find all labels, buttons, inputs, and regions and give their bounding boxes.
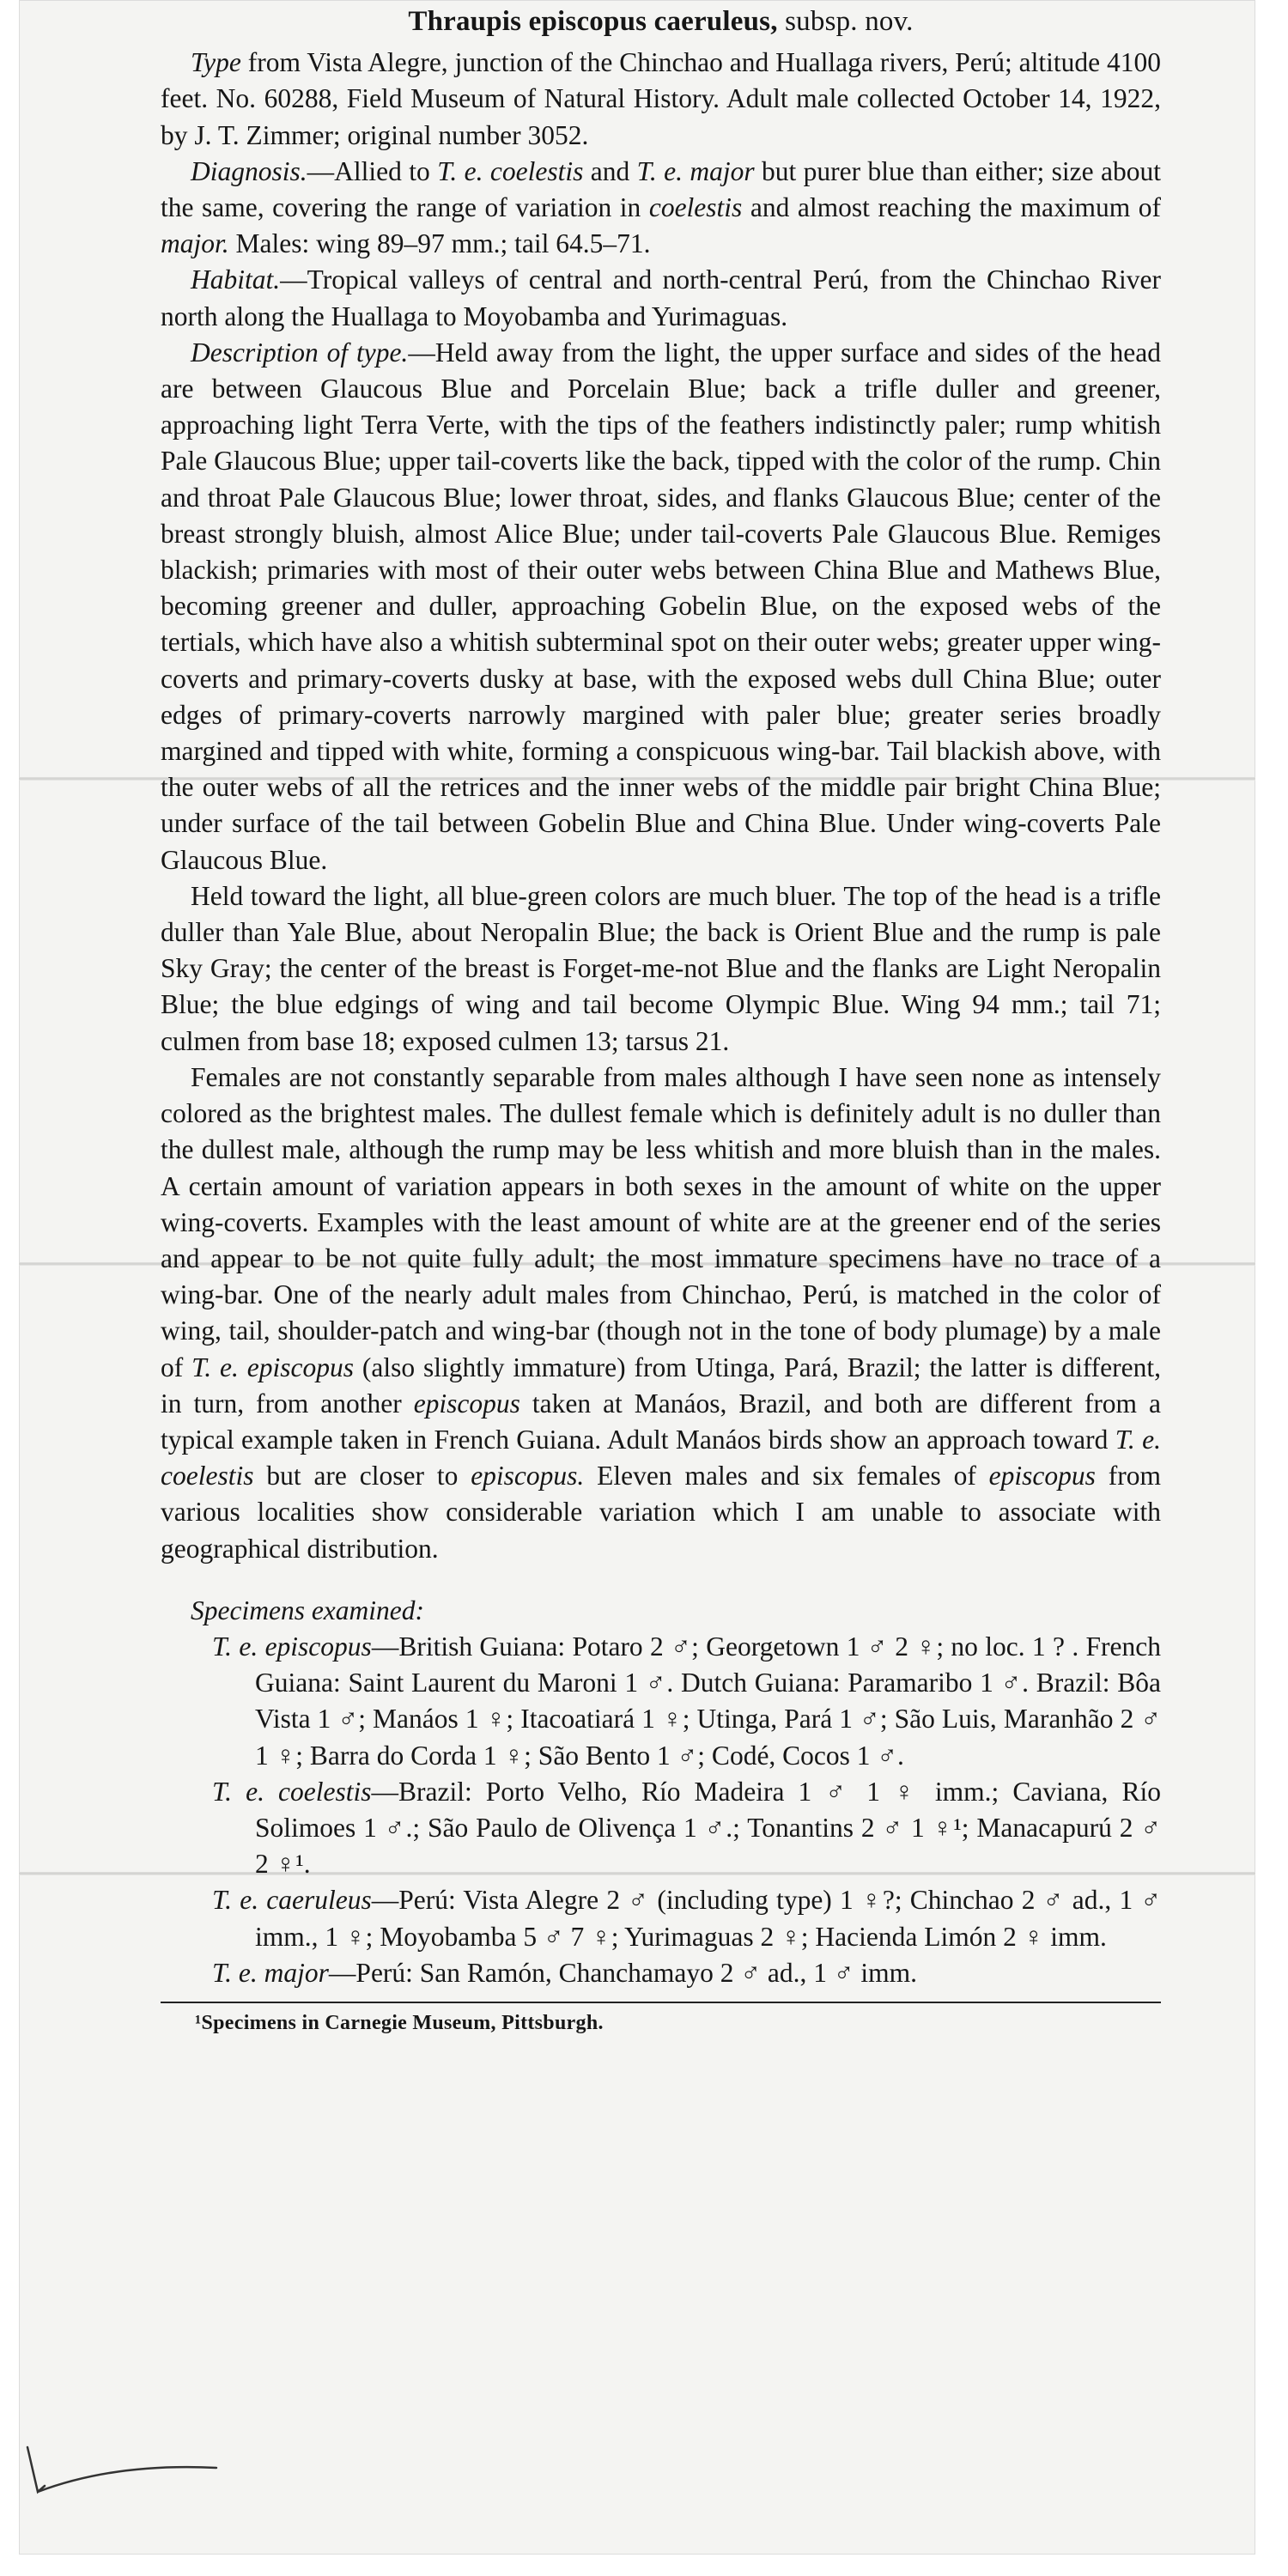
description-text: —Held away from the light, the upper surface and sides of the head are between Glaucous Blue and Porcelain Blue; back a trifle duller and greener, approaching light Terra Verte, with the tips of the feathers indistinctly paler; rump whitish Pale Glaucous Blue; upper tail-coverts like the back, tipped with the color of the rump. Chin and throat Pale Glaucous Blue; lower throat, sides, and flanks Glaucous Blue; center of the breast strongly bluish, almost Alice Blue; under tail-coverts Pale Glaucous Blue. Remiges blackish; primaries with most of their outer webs between China Blue and Mathews Blue, becoming greener and duller, approaching Gobelin Blue, on the exposed webs of the tertials, which have also a whitish subterminal spot on their outer webs; greater upper wing-coverts and primary-coverts dusky at base, with the exposed webs dull China Blue; outer edges of primary-coverts narrowly margined with paler blue; greater series broadly margined and tipped with white, forming a conspicuous wing-bar. Tail blackish above, with the outer webs of all the retrices and the inner webs of the middle pair bright China Blue; under surface of the tail between Gobelin Blue and China Blue. Under wing-coverts Pale Glaucous Blue. [161, 337, 1162, 875]
diagnosis-text: but purer blue than either; size about the same, covering the range of variation in [161, 155, 1161, 223]
footnote: ¹Specimens in Carnegie Museum, Pittsburgh. [195, 2011, 604, 2034]
article-body [161, 3, 1161, 2038]
specimen-localities: —Perú: San Ramón, Chanchamayo 2 ♂ ad., 1 ♂ imm. [328, 1957, 917, 1988]
taxon-name: episcopus [413, 1388, 520, 1419]
specimen-localities: —British Guiana: Potaro 2 ♂; Georgetown 1 ♂ 2 ♀; no loc. 1 ? . French Guiana: Saint Laurent du Maroni 1 ♂. Dutch Guiana: Paramaribo 1 ♂. Brazil: Bôa Vista 1 ♂; Manáos 1 ♀; Itacoatiará 1 ♀; Utinga, Pará 1 ♂; São Luis, Maranhão 2 ♂ 1 ♀; Barra do Corda 1 ♀; São Bento 1 ♂; Codé, Cocos 1 ♂. [255, 1631, 1161, 1771]
diagnosis-text: and [583, 155, 637, 186]
taxon-name: major. [161, 228, 229, 259]
specimen-entry [161, 1629, 1161, 1774]
footnote-rule [161, 2002, 1161, 2003]
taxon-name: episcopus. [471, 1461, 585, 1492]
type-label: Type [191, 47, 241, 78]
description-label: Description of type. [191, 337, 409, 368]
specimens-heading: Specimens examined: [191, 1595, 425, 1625]
diagnosis-text: Males: wing 89–97 mm.; tail 64.5–71. [228, 228, 651, 259]
type-paragraph [161, 45, 1161, 154]
taxon-name: coelestis [648, 192, 743, 223]
diagnosis-label: Diagnosis. [191, 155, 307, 186]
species-suffix: subsp. nov. [777, 6, 914, 37]
females-text: but are closer to [253, 1461, 471, 1492]
females-text: from various localities show considerable variation which I am unable to associate with geographical distribution. [161, 1461, 1161, 1564]
habitat-paragraph [161, 262, 1161, 334]
taxon-name: T. e. coelestis [437, 155, 584, 186]
pencil-mark-icon [19, 2439, 225, 2499]
description-paragraph [161, 335, 1161, 878]
females-text: (also slightly immature) from Utinga, Pará, Brazil; the latter is different, in turn, from another [161, 1352, 1161, 1419]
females-text: Females are not constantly separable from males although I have seen none as intensely colored as the brightest males. The dullest female which is definitely adult is no duller than the dullest male, although the rump may be less whitish and more bluish than in the males. A certain amount of variation appears in both sexes in the amount of white on the upper wing-coverts. Examples with the least amount of white are at the greener end of the series and appear to be not quite fully adult; the most immature specimens have no trace of a wing-bar. One of the nearly adult males from Chinchao, Perú, is matched in the color of wing, tail, shoulder-patch and wing-bar (though not in the tone of body plumage) by a male of [161, 1061, 1161, 1382]
females-text: Eleven males and six females of [584, 1461, 989, 1492]
females-text: taken at Manáos, Brazil, and both are different from a typical example taken in French Guiana. Adult Manáos birds show an approach toward [161, 1388, 1162, 1455]
specimen-localities: —Perú: Vista Alegre 2 ♂ (including type) 1 ♀?; Chinchao 2 ♂ ad., 1 ♂ imm., 1 ♀; Moyobamba 5 ♂ 7 ♀; Yurimaguas 2 ♀; Hacienda Limón 2 ♀ imm. [255, 1885, 1162, 1952]
taxon-name: T. e. major [636, 155, 755, 186]
taxon-name: episcopus [988, 1461, 1096, 1492]
habitat-label: Habitat. [191, 264, 281, 295]
diagnosis-paragraph [161, 154, 1161, 263]
taxon-name: T. e. coelestis [161, 1424, 1162, 1492]
specimen-taxon: T. e. coelestis [212, 1776, 372, 1807]
diagnosis-text: and almost reaching the maximum of [742, 192, 1161, 223]
specimen-entry [161, 1955, 1161, 1991]
specimen-taxon: T. e. major [212, 1957, 329, 1988]
habitat-text: —Tropical valleys of central and north-central Perú, from the Chinchao River north along the Huallaga to Moyobamba and Yurimaguas. [161, 264, 1161, 331]
specimen-localities: —Brazil: Porto Velho, Río Madeira 1 ♂ 1 ♀ imm.; Caviana, Río Solimoes 1 ♂.; São Paulo de Olivença 1 ♂.; Tonantins 2 ♂ 1 ♀¹; Manacapurú 2 ♂ 2 ♀¹. [255, 1776, 1161, 1880]
specimen-taxon: T. e. episcopus [212, 1631, 372, 1662]
held-toward-paragraph: Held toward the light, all blue-green colors are much bluer. The top of the head is a trifle duller than Yale Blue, about Neropalin Blue; the back is Orient Blue and the rump is pale Sky Gray; the center of the breast is Forget-me-not Blue and the flanks are Light Neropalin Blue; the blue edgings of wing and tail become Olympic Blue. Wing 94 mm.; tail 71; culmen from base 18; exposed culmen 13; tarsus 21. [161, 880, 1161, 1056]
diagnosis-text: —Allied to [307, 155, 438, 186]
species-name: Thraupis episcopus caeruleus, [408, 6, 778, 37]
scanned-page [19, 0, 1255, 2555]
taxon-name: T. e. episcopus [191, 1352, 355, 1382]
specimen-entry [161, 1774, 1161, 1883]
females-paragraph [161, 1060, 1161, 1567]
specimen-taxon: T. e. caeruleus [212, 1885, 372, 1916]
species-title [161, 3, 1161, 39]
type-text: from Vista Alegre, junction of the Chinchao and Huallaga rivers, Perú; altitude 4100 feet. No. 60288, Field Museum of Natural History. Adult male collected October 14, 1922, by J. T. Zimmer; original number 3052. [161, 47, 1161, 150]
specimen-entry [161, 1882, 1161, 1954]
